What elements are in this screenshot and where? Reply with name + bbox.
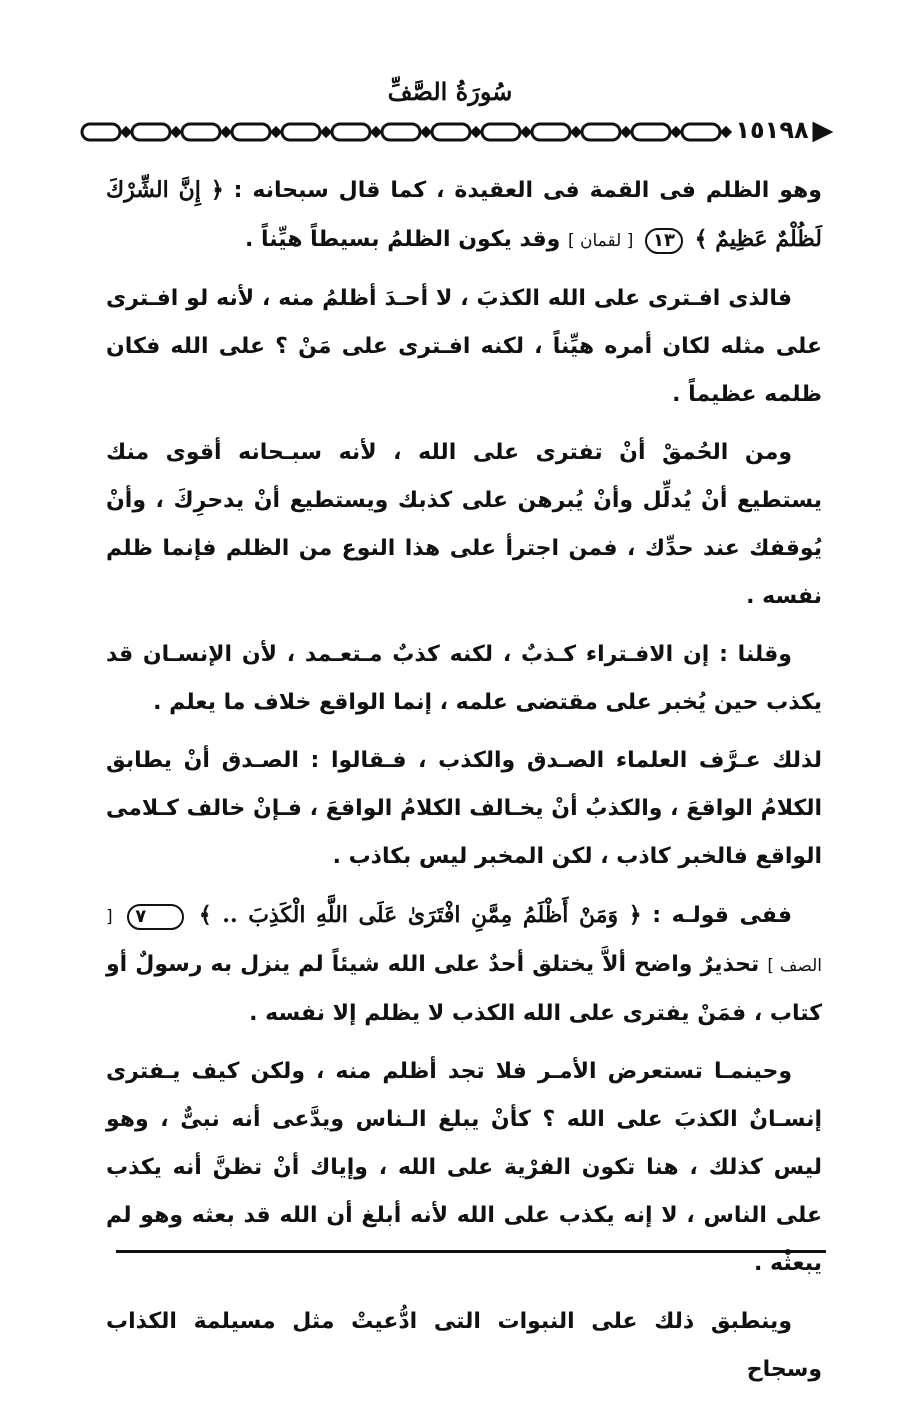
paragraph-6-pre: ففى قولـه : <box>641 903 792 928</box>
paragraph-1 <box>106 166 822 265</box>
footer-rule <box>116 1250 826 1253</box>
chain-end <box>814 124 830 140</box>
chain-diamond <box>722 128 730 136</box>
chain-link <box>432 124 470 140</box>
chain-link <box>382 124 420 140</box>
chain-link <box>682 124 720 140</box>
chain-diamond <box>472 128 480 136</box>
paragraph-1-post: وقد يكون الظلمُ بسيطاً هيِّناً . <box>244 227 561 252</box>
chain-link <box>182 124 220 140</box>
chain-diamond <box>122 128 130 136</box>
body-text <box>106 166 822 1404</box>
chain-link <box>332 124 370 140</box>
page-number: ١٥١٩٨ <box>732 114 812 146</box>
chain-link <box>232 124 270 140</box>
chain-link <box>132 124 170 140</box>
paragraph-6 <box>106 891 822 1038</box>
chain-diamond <box>272 128 280 136</box>
surah-reference-1: [ لقمان ] <box>567 231 634 251</box>
paragraph-3: ومن الحُمقْ أنْ تفترى على الله ، لأنه سبـحانه أقوى منك يستطيع أنْ يُدلِّل وأنْ يُبرهن على كذبك ويستطيع أنْ يدحرِكَ ، وأنْ يُوقفك عند حدِّك ، فمن اجترأ على هذا النوع من الظلم فإنما ظلم نفسه . <box>106 440 822 609</box>
quran-verse-1: ﴿ إِنَّ الشِّرْكَ لَظُلْمٌ عَظِيمٌ ﴾ <box>106 177 822 252</box>
paragraph-5: لذلك عـرَّف العلماء الصـدق والكذب ، فـقالوا : الصـدق أنْ يطابق الكلامُ الواقعَ ، والكذبُ أنْ يخـالف الكلامُ الواقعَ ، فـإنْ خالف كـلامى الواقع فالخبر كاذب ، لكن المخبر ليس بكاذب . <box>106 748 822 869</box>
paragraph-8: وينطبق ذلك على النبوات التى ادُّعيتْ مثل مسيلمة الكذاب وسجاح <box>106 1309 822 1382</box>
quran-verse-2: ﴿ وَمَنْ أَظْلَمُ مِمَّنِ افْتَرَىٰ عَلَى اللَّهِ الْكَذِبَ .. ﴾ <box>198 902 642 928</box>
paragraph-2: فالذى افـترى على الله الكذبَ ، لا أحـدَ أظلمُ منه ، لأنه لو افـترى على مثله لكان أمره هيِّناً ، لكنه افـترى على مَنْ ؟ على الله فكان ظلمه عظيماً . <box>106 286 822 407</box>
ayah-number-2: ٧ <box>127 904 184 930</box>
paragraph-7: وحينمـا تستعرض الأمـر فلا تجد أظلم منه ، ولكن كيف يـفترى إنسـانٌ الكذبَ على الله ؟ كأنْ يبلغ الـناس ويدَّعى أنه نبىٌّ ، وهو ليس كذلك ، هنا تكون الفرْية على الله ، وإياك أنْ تظنَّ أنه يكذب على الناس ، لا إنه يكذب على الله لأنه أبلغ أن الله قد بعثه وهو لم يبعثْه . <box>106 1059 822 1276</box>
ayah-number-1: ١٣ <box>645 228 683 254</box>
ornamental-header-border <box>78 118 834 146</box>
chain-diamond <box>372 128 380 136</box>
chain-link <box>82 124 120 140</box>
paragraph-6-post: تحذيرٌ واضح ألاَّ يختلق أحدٌ على الله شيئاً لم ينزل به رسولٌ أو كتاب ، فمَنْ يفترى على الله الكذب لا يظلم إلا نفسه . <box>106 952 822 1026</box>
surah-title: سُورَةُ الصَّفِّ <box>387 77 513 106</box>
chain-link <box>482 124 520 140</box>
chain-link <box>582 124 620 140</box>
paragraph-4: وقلنا : إن الافـتراء كـذبٌ ، لكنه كذبٌ مـتعـمد ، لأن الإنسـان قد يكذب حين يُخبر على مقتضى علمه ، إنما الواقع خلاف ما يعلم . <box>106 642 822 715</box>
chain-diamond <box>172 128 180 136</box>
chain-link <box>532 124 570 140</box>
chain-diamond <box>222 128 230 136</box>
chain-diamond <box>522 128 530 136</box>
chain-diamond <box>572 128 580 136</box>
chain-diamond <box>322 128 330 136</box>
chain-diamond <box>422 128 430 136</box>
chain-link <box>632 124 670 140</box>
chain-link <box>282 124 320 140</box>
chain-diamond <box>622 128 630 136</box>
paragraph-1-pre: وهو الظلم فى القمة فى العقيدة ، كما قال سبحانه : <box>223 178 822 203</box>
surah-reference-2: [ الصف ] <box>106 907 822 976</box>
chain-diamond <box>672 128 680 136</box>
